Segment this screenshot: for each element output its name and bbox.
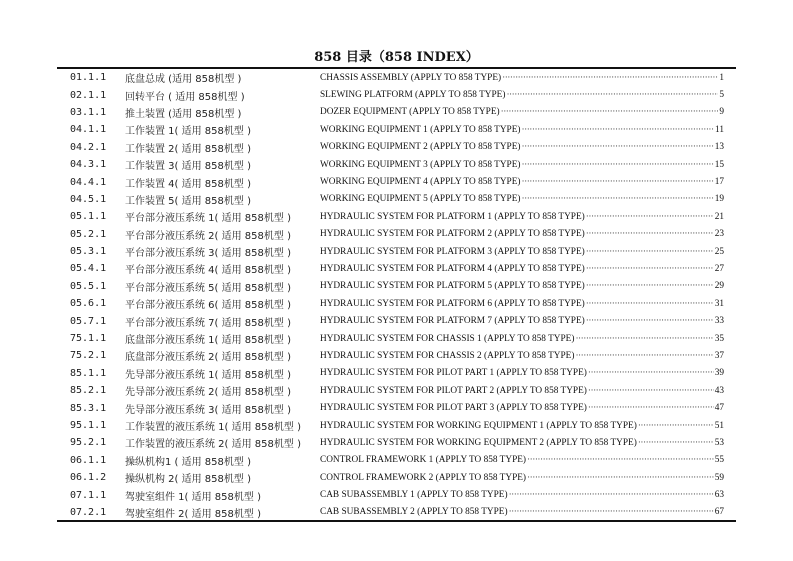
chinese-title: 先导部分液压系统 1( 适用 858机型 ) xyxy=(125,369,291,381)
dot-leader xyxy=(586,247,714,257)
chinese-title: 工作装置的液压系统 1( 适用 858机型 ) xyxy=(125,422,301,433)
dot-leader xyxy=(522,160,714,170)
index-row[interactable] xyxy=(57,139,736,156)
page-number: 25 xyxy=(714,246,724,257)
english-title: WORKING EQUIPMENT 3 (APPLY TO 858 TYPE) xyxy=(320,159,521,170)
dot-leader xyxy=(588,403,714,413)
english-entry xyxy=(320,316,724,326)
section-code: 85.1.1 xyxy=(70,367,107,379)
english-title: SLEWING PLATFORM (APPLY TO 858 TYPE) xyxy=(320,90,506,101)
english-title: HYDRAULIC SYSTEM FOR WORKING EQUIPMENT 1 (APPLY TO 858 TYPE) xyxy=(320,420,637,431)
page-number: 5 xyxy=(719,90,724,101)
chinese-title: 驾驶室组件 1( 适用 858机型 ) xyxy=(125,491,261,503)
index-row[interactable] xyxy=(57,486,736,503)
page-number: 1 xyxy=(719,72,724,83)
english-entry xyxy=(320,334,724,344)
index-row[interactable] xyxy=(57,260,736,277)
english-title: HYDRAULIC SYSTEM FOR PILOT PART 2 (APPLY TO 858 TYPE) xyxy=(320,385,587,396)
dot-leader xyxy=(527,473,714,483)
chinese-title: 工作装置 3( 适用 858机型 ) xyxy=(125,161,251,173)
english-title: CAB SUBASSEMBLY 1 (APPLY TO 858 TYPE) xyxy=(320,490,508,501)
english-entry xyxy=(320,229,724,239)
dot-leader xyxy=(588,386,714,396)
dot-leader xyxy=(586,264,714,274)
page-number: 63 xyxy=(714,490,724,501)
section-code: 75.1.1 xyxy=(70,333,107,345)
section-code: 05.7.1 xyxy=(70,315,107,327)
page-number: 17 xyxy=(714,177,724,188)
english-title: WORKING EQUIPMENT 2 (APPLY TO 858 TYPE) xyxy=(320,142,521,153)
english-title: HYDRAULIC SYSTEM FOR PLATFORM 6 (APPLY TO 858 TYPE) xyxy=(320,298,585,309)
section-code: 07.2.1 xyxy=(70,506,107,518)
dot-leader xyxy=(522,177,714,187)
english-title: DOZER EQUIPMENT (APPLY TO 858 TYPE) xyxy=(320,107,500,118)
dot-leader xyxy=(575,351,713,361)
english-entry xyxy=(320,177,724,187)
index-row[interactable] xyxy=(57,382,736,399)
dot-leader xyxy=(527,455,714,465)
dot-leader xyxy=(586,299,714,309)
page-title: 858 目录（858 INDEX） xyxy=(314,50,479,65)
index-row[interactable] xyxy=(57,208,736,225)
chinese-title: 平台部分液压系统 1( 适用 858机型 ) xyxy=(125,213,291,225)
page-number: 37 xyxy=(714,350,724,361)
page-number: 19 xyxy=(714,194,724,205)
english-entry xyxy=(320,194,724,204)
page-number: 31 xyxy=(714,298,724,309)
dot-leader xyxy=(586,229,714,239)
bottom-rule xyxy=(57,520,736,522)
english-entry xyxy=(320,490,724,500)
page-number: 55 xyxy=(714,455,724,466)
chinese-title: 平台部分液压系统 5( 适用 858机型 ) xyxy=(125,282,291,294)
chinese-title: 工作装置 5( 适用 858机型 ) xyxy=(125,195,251,207)
dot-leader xyxy=(586,281,714,291)
english-title: HYDRAULIC SYSTEM FOR PLATFORM 2 (APPLY TO 858 TYPE) xyxy=(320,229,585,240)
section-code: 06.1.2 xyxy=(70,472,107,484)
section-code: 04.2.1 xyxy=(70,141,107,153)
dot-leader xyxy=(638,438,714,448)
english-title: WORKING EQUIPMENT 1 (APPLY TO 858 TYPE) xyxy=(320,124,521,135)
section-code: 06.1.1 xyxy=(70,454,107,466)
chinese-title: 底盘总成 (适用 858机型 ) xyxy=(125,74,242,86)
english-title: CAB SUBASSEMBLY 2 (APPLY TO 858 TYPE) xyxy=(320,507,508,518)
chinese-title: 平台部分液压系统 2( 适用 858机型 ) xyxy=(125,230,291,242)
chinese-title: 操纵机构 2( 适用 858机型 ) xyxy=(125,474,251,486)
section-code: 95.1.1 xyxy=(70,420,107,431)
chinese-title: 先导部分液压系统 3( 适用 858机型 ) xyxy=(125,404,291,416)
dot-leader xyxy=(586,316,714,326)
index-row[interactable] xyxy=(57,191,736,208)
page-number: 53 xyxy=(714,437,724,448)
chinese-title: 平台部分液压系统 3( 适用 858机型 ) xyxy=(125,248,291,260)
section-code: 04.5.1 xyxy=(70,193,107,205)
page-number: 23 xyxy=(714,229,724,240)
index-row[interactable] xyxy=(57,469,736,486)
chinese-title: 底盘部分液压系统 2( 适用 858机型 ) xyxy=(125,352,291,364)
section-code: 05.6.1 xyxy=(70,298,107,310)
chinese-title: 先导部分液压系统 2( 适用 858机型 ) xyxy=(125,387,291,399)
dot-leader xyxy=(522,125,715,135)
index-row[interactable] xyxy=(57,347,736,364)
dot-leader xyxy=(638,421,714,431)
english-entry xyxy=(320,438,724,448)
chinese-title: 工作装置 1( 适用 858机型 ) xyxy=(125,126,251,138)
page-number: 9 xyxy=(719,107,724,118)
chinese-title: 推土装置 (适用 858机型 ) xyxy=(125,108,242,120)
dot-leader xyxy=(522,142,714,152)
index-row[interactable] xyxy=(57,330,736,347)
section-code: 05.5.1 xyxy=(70,280,107,292)
english-title: CHASSIS ASSEMBLY (APPLY TO 858 TYPE) xyxy=(320,72,502,83)
index-row[interactable] xyxy=(57,365,736,382)
index-row[interactable] xyxy=(57,121,736,138)
section-code: 75.2.1 xyxy=(70,350,107,362)
chinese-title: 操纵机构1 ( 适用 858机型 ) xyxy=(125,456,251,468)
english-title: HYDRAULIC SYSTEM FOR CHASSIS 2 (APPLY TO 858 TYPE) xyxy=(320,350,575,361)
index-row[interactable] xyxy=(57,173,736,190)
section-code: 05.3.1 xyxy=(70,246,107,258)
index-row[interactable] xyxy=(57,452,736,469)
english-entry xyxy=(320,299,724,309)
index-row[interactable] xyxy=(57,104,736,121)
section-code: 02.1.1 xyxy=(70,89,107,101)
chinese-title: 平台部分液压系统 7( 适用 858机型 ) xyxy=(125,317,291,329)
english-entry xyxy=(320,421,724,431)
page-number: 35 xyxy=(714,333,724,344)
english-title: CONTROL FRAMEWORK 2 (APPLY TO 858 TYPE) xyxy=(320,472,527,483)
english-title: HYDRAULIC SYSTEM FOR PLATFORM 1 (APPLY TO 858 TYPE) xyxy=(320,211,585,222)
index-row[interactable] xyxy=(57,156,736,173)
english-entry xyxy=(320,455,724,465)
english-entry xyxy=(320,473,724,483)
english-title: HYDRAULIC SYSTEM FOR PILOT PART 3 (APPLY TO 858 TYPE) xyxy=(320,403,587,414)
index-row[interactable] xyxy=(57,417,736,434)
english-title: HYDRAULIC SYSTEM FOR PLATFORM 5 (APPLY TO 858 TYPE) xyxy=(320,281,585,292)
english-title: HYDRAULIC SYSTEM FOR PLATFORM 3 (APPLY TO 858 TYPE) xyxy=(320,246,585,257)
english-entry xyxy=(320,247,724,257)
english-title: WORKING EQUIPMENT 5 (APPLY TO 858 TYPE) xyxy=(320,194,521,205)
page-number: 11 xyxy=(715,124,724,135)
page-number: 47 xyxy=(714,403,724,414)
chinese-title: 驾驶室组件 2( 适用 858机型 ) xyxy=(125,508,261,520)
english-entry xyxy=(320,281,724,291)
english-entry xyxy=(320,90,724,100)
index-row[interactable] xyxy=(57,504,736,521)
index-table xyxy=(57,69,736,521)
dot-leader xyxy=(509,490,714,500)
page-number: 67 xyxy=(714,507,724,518)
dot-leader xyxy=(575,334,713,344)
english-title: HYDRAULIC SYSTEM FOR PLATFORM 7 (APPLY TO 858 TYPE) xyxy=(320,316,585,327)
page-number: 27 xyxy=(714,263,724,274)
chinese-title: 工作装置 2( 适用 858机型 ) xyxy=(125,143,251,155)
english-title: CONTROL FRAMEWORK 1 (APPLY TO 858 TYPE) xyxy=(320,455,527,466)
section-code: 03.1.1 xyxy=(70,106,107,118)
chinese-title: 平台部分液压系统 6( 适用 858机型 ) xyxy=(125,300,291,312)
section-code: 05.1.1 xyxy=(70,211,107,223)
chinese-title: 工作装置 4( 适用 858机型 ) xyxy=(125,178,251,190)
english-title: WORKING EQUIPMENT 4 (APPLY TO 858 TYPE) xyxy=(320,177,521,188)
index-row[interactable] xyxy=(57,226,736,243)
english-title: HYDRAULIC SYSTEM FOR CHASSIS 1 (APPLY TO 858 TYPE) xyxy=(320,333,575,344)
english-entry xyxy=(320,264,724,274)
section-code: 07.1.1 xyxy=(70,489,107,501)
english-entry xyxy=(320,507,724,517)
english-entry xyxy=(320,73,724,83)
index-row[interactable] xyxy=(57,243,736,260)
dot-leader xyxy=(586,212,714,222)
english-entry xyxy=(320,107,724,117)
page-number: 13 xyxy=(714,142,724,153)
index-row[interactable] xyxy=(57,86,736,103)
dot-leader xyxy=(509,507,714,517)
chinese-title: 回转平台 ( 适用 858机型 ) xyxy=(125,91,245,103)
dot-leader xyxy=(506,90,718,100)
page-number: 29 xyxy=(714,281,724,292)
page-number: 43 xyxy=(714,385,724,396)
section-code: 04.4.1 xyxy=(70,176,107,188)
english-entry xyxy=(320,403,724,413)
section-code: 01.1.1 xyxy=(70,72,107,84)
english-entry xyxy=(320,386,724,396)
index-row[interactable] xyxy=(57,434,736,451)
english-entry xyxy=(320,368,724,378)
section-code: 85.3.1 xyxy=(70,402,107,414)
english-title: HYDRAULIC SYSTEM FOR PLATFORM 4 (APPLY TO 858 TYPE) xyxy=(320,263,585,274)
dot-leader xyxy=(501,107,719,117)
page-number: 59 xyxy=(714,472,724,483)
index-row[interactable] xyxy=(57,295,736,312)
english-entry xyxy=(320,125,724,135)
dot-leader xyxy=(588,368,714,378)
index-row[interactable] xyxy=(57,278,736,295)
dot-leader xyxy=(502,73,718,83)
section-code: 04.3.1 xyxy=(70,159,107,171)
index-row[interactable] xyxy=(57,312,736,329)
page-number: 39 xyxy=(714,368,724,379)
page-number: 33 xyxy=(714,316,724,327)
page-number: 51 xyxy=(714,420,724,431)
chinese-title: 平台部分液压系统 4( 适用 858机型 ) xyxy=(125,265,291,277)
dot-leader xyxy=(522,194,714,204)
index-row[interactable] xyxy=(57,399,736,416)
section-code: 05.4.1 xyxy=(70,263,107,275)
english-title: HYDRAULIC SYSTEM FOR PILOT PART 1 (APPLY TO 858 TYPE) xyxy=(320,368,587,379)
english-entry xyxy=(320,142,724,152)
chinese-title: 工作装置的液压系统 2( 适用 858机型 ) xyxy=(125,439,301,451)
chinese-title: 底盘部分液压系统 1( 适用 858机型 ) xyxy=(125,335,291,347)
english-title: HYDRAULIC SYSTEM FOR WORKING EQUIPMENT 2 (APPLY TO 858 TYPE) xyxy=(320,437,637,448)
english-entry xyxy=(320,212,724,222)
page-number: 21 xyxy=(714,211,724,222)
page-number: 15 xyxy=(714,159,724,170)
section-code: 95.2.1 xyxy=(70,437,107,449)
section-code: 05.2.1 xyxy=(70,228,107,240)
index-row[interactable] xyxy=(57,69,736,86)
english-entry xyxy=(320,351,724,361)
english-entry xyxy=(320,160,724,170)
section-code: 85.2.1 xyxy=(70,385,107,397)
section-code: 04.1.1 xyxy=(70,124,107,136)
